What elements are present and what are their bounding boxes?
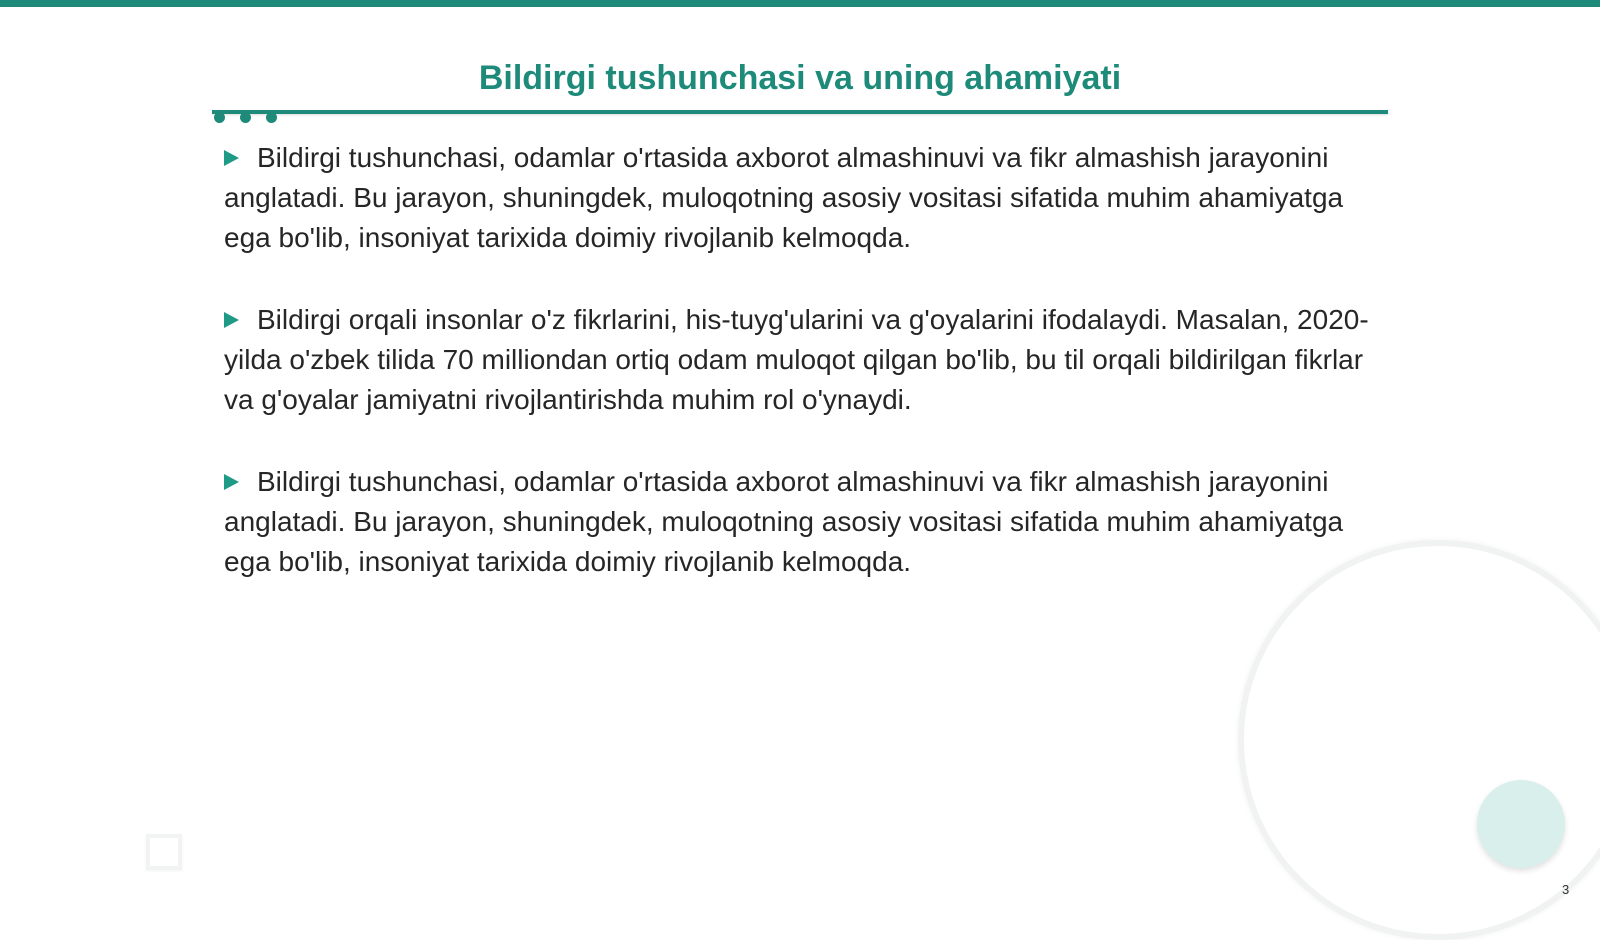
triangle-right-icon (224, 312, 239, 328)
top-accent-bar (0, 0, 1600, 7)
slide-title: Bildirgi tushunchasi va uning ahamiyati (478, 59, 1122, 97)
bullet-text: Bildirgi orqali insonlar o'z fikrlarini, his-tuyg'ularini va g'oyalarini ifodalaydi. Masalan, 2020-yilda o'zbek tilida 70 milliondan ortiq odam muloqot qilgan bo'lib, bu til orqali bildirilgan fikrlar va g'oyalar jamiyatni rivojlantirishda muhim rol o'ynaydi. (224, 304, 1369, 415)
decorative-square (146, 834, 182, 870)
triangle-right-icon (224, 150, 239, 166)
bullet-item (224, 462, 1384, 582)
triangle-right-icon (224, 474, 239, 490)
bullet-list (224, 138, 1384, 624)
decorative-circle (1477, 780, 1565, 868)
title-underline (212, 110, 1388, 114)
bullet-text: Bildirgi tushunchasi, odamlar o'rtasida axborot almashinuvi va fikr almashish jarayonini anglatadi. Bu jarayon, shuningdek, muloqotning asosiy vositasi sifatida muhim ahamiyatga ega bo'lib, insoniyat tarixida doimiy rivojlanib kelmoqda. (224, 466, 1344, 577)
decorative-dot (266, 112, 277, 123)
bullet-text: Bildirgi tushunchasi, odamlar o'rtasida axborot almashinuvi va fikr almashish jarayonini anglatadi. Bu jarayon, shuningdek, muloqotning asosiy vositasi sifatida muhim ahamiyatga ega bo'lib, insoniyat tarixida doimiy rivojlanib kelmoqda. (224, 142, 1344, 253)
bullet-item (224, 138, 1384, 258)
decorative-dot (214, 112, 225, 123)
page-number: 3 (1562, 882, 1570, 897)
decorative-dot (240, 112, 251, 123)
bullet-item (224, 300, 1384, 420)
